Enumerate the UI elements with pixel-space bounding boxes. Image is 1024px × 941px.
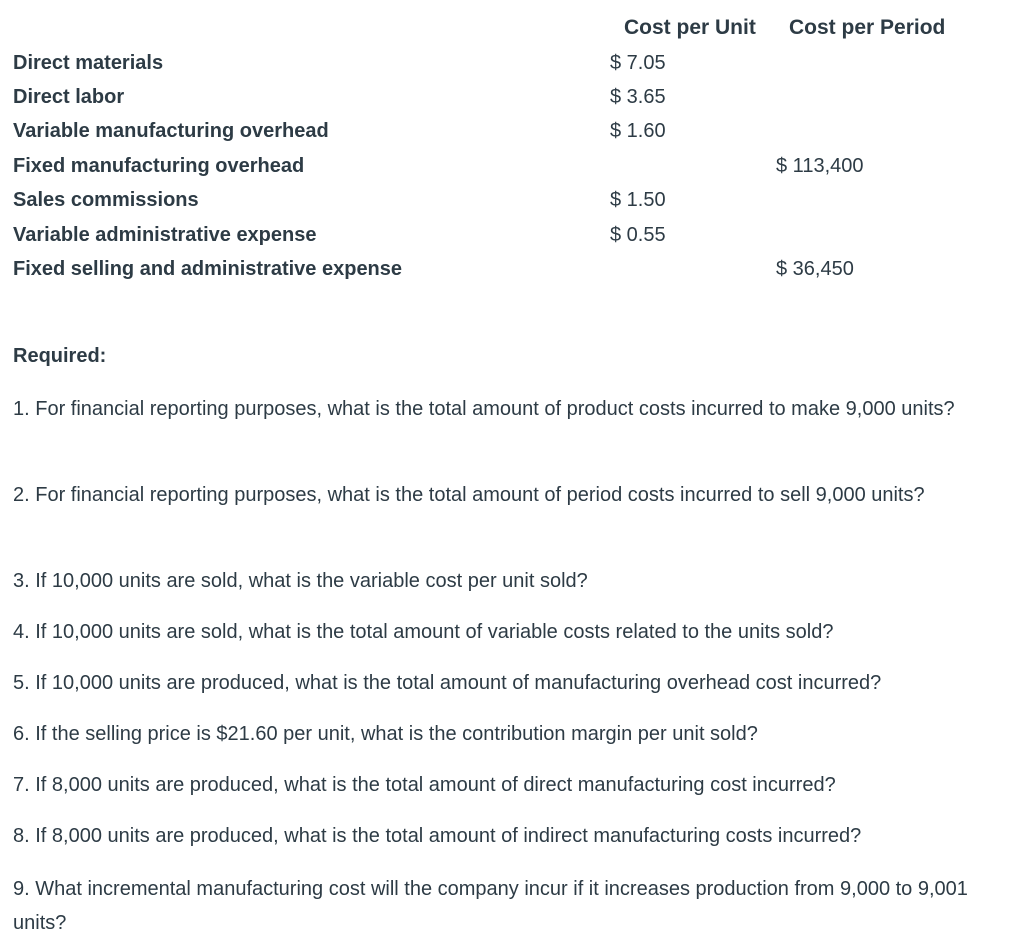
question-4: 4. If 10,000 units are sold, what is the total amount of variable costs related to the units sold? [13, 621, 834, 643]
cost-per-unit-value: $ 0.55 [610, 224, 666, 246]
cost-per-period-value: $ 113,400 [776, 155, 864, 177]
required-heading: Required: [13, 345, 107, 367]
table-row [0, 220, 1024, 254]
table-row [0, 48, 1024, 82]
table-row [0, 185, 1024, 219]
cost-per-unit-value: $ 1.60 [610, 120, 666, 142]
table-row [0, 116, 1024, 150]
cost-item-label: Direct labor [13, 86, 125, 108]
cost-item-label: Fixed manufacturing overhead [13, 155, 305, 177]
question-3: 3. If 10,000 units are sold, what is the variable cost per unit sold? [13, 570, 588, 592]
question-2: 2. For financial reporting purposes, what is the total amount of period costs incurred to sell 9,000 units? [13, 484, 925, 506]
question-1: 1. For financial reporting purposes, what is the total amount of product costs incurred to make 9,000 units? [13, 398, 955, 420]
cost-per-unit-header: Cost per Unit [624, 16, 756, 39]
question-9: 9. What incremental manufacturing cost will the company incur if it increases production from 9,000 to 9,001 units? [13, 878, 968, 934]
cost-per-unit-value: $ 7.05 [610, 52, 666, 74]
cost-per-period-header: Cost per Period [789, 16, 946, 39]
question-6: 6. If the selling price is $21.60 per unit, what is the contribution margin per unit sold? [13, 723, 758, 745]
cost-item-label: Variable manufacturing overhead [13, 120, 329, 142]
cost-item-label: Sales commissions [13, 189, 199, 211]
question-7: 7. If 8,000 units are produced, what is the total amount of direct manufacturing cost incurred? [13, 774, 836, 796]
cost-item-label: Variable administrative expense [13, 224, 317, 246]
cost-item-label: Direct materials [13, 52, 164, 74]
table-row [0, 151, 1024, 185]
table-row [0, 254, 1024, 288]
table-header [0, 14, 1024, 42]
cost-per-unit-value: $ 3.65 [610, 86, 666, 108]
cost-per-unit-value: $ 1.50 [610, 189, 666, 211]
cost-item-label: Fixed selling and administrative expense [13, 258, 403, 280]
question-5: 5. If 10,000 units are produced, what is the total amount of manufacturing overhead cost incurred? [13, 672, 882, 694]
cost-per-period-value: $ 36,450 [776, 258, 854, 280]
question-8: 8. If 8,000 units are produced, what is the total amount of indirect manufacturing costs incurred? [13, 825, 862, 847]
table-row [0, 82, 1024, 116]
